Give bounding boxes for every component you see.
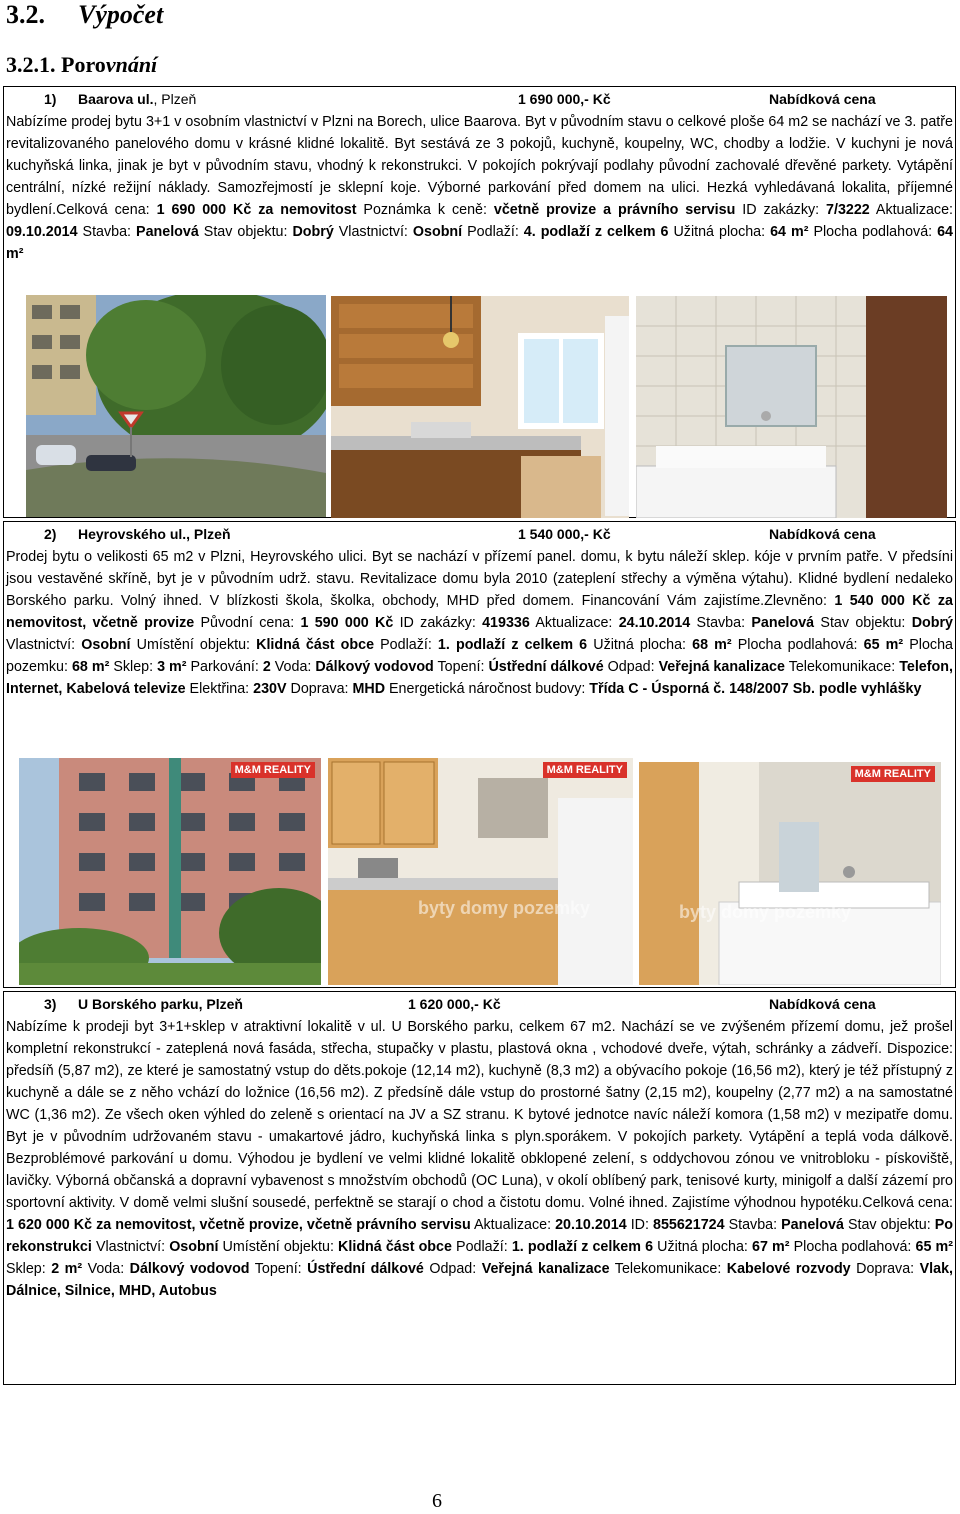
photo-bathroom-1 bbox=[636, 296, 947, 518]
photo-kitchen-1 bbox=[331, 296, 629, 518]
listing-street: Heyrovského ul., Plzeň bbox=[78, 526, 231, 542]
price-label: Nabídková cena bbox=[769, 526, 876, 542]
watermark-footer: byty domy pozemky bbox=[679, 902, 852, 922]
subsection-number: 3.2.1. bbox=[6, 52, 56, 77]
listing-price: 1 690 000,- Kč bbox=[518, 91, 611, 107]
listing-description: Nabízíme k prodeji byt 3+1+sklep v atraktivní lokalitě v ul. U Borského parku, celkem 67 m2. Nachází se ve zvýšeném přízemí domu, jež prošel kompletní rekonstrukcí - zateplená nová fasáda, střecha, stupačky v plastu, plastová okna , vchodové dveře, výtah, schránky a zádveří. Dispozice: předsíň (5,87 m2), ze které je samostatný vstup do děts.pokoje (12,14 m2), kuchyně (8,3 m2) a obývacího pokoje (16,56 m2), který je též přístupný z kuchyně a dále se z něho vchází do ložnice (16,56 m2). Z předsíně dále vstup do prostorné šatny (2,15 m2), koupelny (2,77 m2) a na samostatné WC (1,36 m2). Ze všech oken výhled do zeleně s orientací na JV a SZ stranu. K bytové jednotce navíc náleží komora (1,58 m2) v mezipatře domu. Byt je v původním udržovaném stavu - umakartové jádro, kuchyňská linka s plyn.sporákem. V pokojích parkety. Vytápění a teplá voda dálkově. Bezproblémové parkování u domu. Výhodou je bydlení ve velmi klidné lokalitě obklopené zelení, s oddychovou zónou ve vnitrobloku - pískoviště, lavičky. Výborná občanská a dopravní vybavenost s množstvím obchodů (OC Luna), v okolí oblíbený park, tenisové kurty, minigolf a další zázemí pro sportovní aktivity. V domě velmi slušní sousedé, perfektně se starají o chod a čistotu domu. Volné ihned. Zajistíme výhodnou hypotéku.Celková cena: 1 620 000 Kč za nemovitost, včetně provize, včetně právního servisu Aktualizace: 20.10.2014 ID: 855621724 Stavba: Panelová Stav objektu: Po rekonstrukci Vlastnictví: Osobní Umístění objektu: Klidná část obce Podlaží: 1. podlaží z celkem 6 Užitná plocha: 67 m² Plocha podlahová: 65 m² Sklep: 2 m² Voda: Dálkový vodovod Topení: Ústřední dálkové Odpad: Veřejná kanalizace Telekomunikace: Kabelové rozvody Doprava: Vlak, Dálnice, Silnice, MHD, Autobus bbox=[6, 1019, 953, 1299]
watermark-logo: M&M REALITY bbox=[231, 762, 315, 778]
listing-street: Baarova ul., Plzeň bbox=[78, 91, 197, 107]
subsection-title-prefix: Poro bbox=[61, 52, 106, 77]
listing-description: Nabízíme prodej bytu 3+1 v osobním vlastnictví v Plzni na Borech, ulice Baarova. Byt v původním stavu o celkové ploše 64 m2 se nachází ve 3. patře revitalizovaného panelového domu v krásné klidné lokalitě. Byt sestává ze 3 pokojů, kuchyně, koupelny, WC, chodby a lodžie. V kuchyni je nová kuchyňská linka, jinak je byt v původním stavu, vhodný k rekonstrukci. V pokojích pokrývají podlahy původní zachovalé dřevěné parkety. Vytápění centrální, nízké režijní náklady. Samozřejmostí je sklepní koje. Výborné parkování před domem na ulici. Hezká vyhledávaná lokalita, příjemné bydlení.Celková cena: 1 690 000 Kč za nemovitost Poznámka k ceně: včetně provize a právního servisu ID zakázky: 7/3222 Aktualizace: 09.10.2014 Stavba: Panelová Stav objektu: Dobrý Vlastnictví: Osobní Podlaží: 4. podlaží z celkem 6 Užitná plocha: 64 m² Plocha podlahová: 64 m² bbox=[6, 114, 954, 262]
listing-street: U Borského parku, Plzeň bbox=[78, 996, 243, 1012]
section-number: 3.2. bbox=[6, 0, 45, 29]
photo-exterior-2 bbox=[19, 758, 321, 985]
watermark-logo: M&M REALITY bbox=[851, 766, 935, 782]
listing-price: 1 620 000,- Kč bbox=[408, 996, 501, 1012]
page-number: 6 bbox=[432, 1490, 442, 1512]
watermark-footer: byty domy pozemky bbox=[418, 898, 591, 918]
listing-number: 1) bbox=[44, 91, 57, 107]
listing-number: 3) bbox=[44, 996, 57, 1012]
section-heading bbox=[6, 0, 163, 30]
price-label: Nabídková cena bbox=[769, 996, 876, 1012]
price-label: Nabídková cena bbox=[769, 91, 876, 107]
listing-header bbox=[4, 996, 955, 1014]
section-title: Výpočet bbox=[78, 0, 164, 29]
subsection-title-rest: vnání bbox=[105, 52, 158, 77]
photo-bathroom-2 bbox=[639, 762, 941, 985]
listing-number: 2) bbox=[44, 526, 57, 542]
photo-exterior-1 bbox=[26, 295, 326, 517]
listing-header bbox=[4, 91, 955, 109]
listing-description: Prodej bytu o velikosti 65 m2 v Plzni, Heyrovského ulici. Byt se nachází v přízemí panel. domu, k bytu náleží sklep. kóje v prvním patře. V předsíni jsou vestavěné skříně, byt je v původním udrž. stavu. Revitalizace domu byla 2010 (zateplení střechy a výměna výtahu). Klidné bydlení nedaleko Borského parku. Volný ihned. V blízkosti škola, školka, obchody, MHD před domem. Financování Vám zajistíme.Zlevněno: 1 540 000 Kč za nemovitost, včetně provize Původní cena: 1 590 000 Kč ID zakázky: 419336 Aktualizace: 24.10.2014 Stavba: Panelová Stav objektu: Dobrý Vlastnictví: Osobní Umístění objektu: Klidná část obce Podlaží: 1. podlaží z celkem 6 Užitná plocha: 68 m² Plocha podlahová: 65 m² Plocha pozemku: 68 m² Sklep: 3 m² Parkování: 2 Voda: Dálkový vodovod Topení: Ústřední dálkové Odpad: Veřejná kanalizace Telekomunikace: Telefon, Internet, Kabelová televize Elektřina: 230V Doprava: MHD Energetická náročnost budovy: Třída C - Úsporná č. 148/2007 Sb. podle vyhlášky bbox=[6, 549, 953, 697]
listing-header bbox=[4, 526, 955, 544]
subsection-heading bbox=[6, 52, 157, 78]
listing-price: 1 540 000,- Kč bbox=[518, 526, 611, 542]
watermark-logo: M&M REALITY bbox=[543, 762, 627, 778]
photo-kitchen-2 bbox=[328, 758, 633, 985]
listing-3 bbox=[3, 991, 956, 1385]
